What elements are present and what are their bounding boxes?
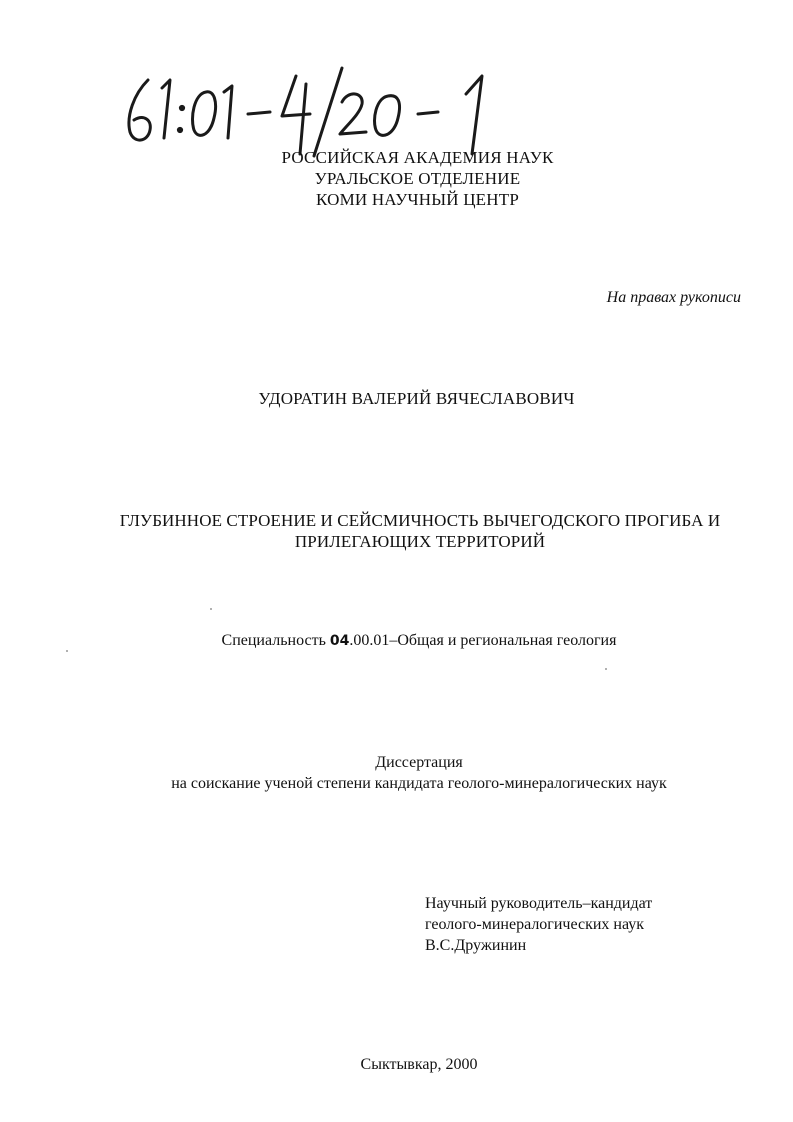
handwritten-archive-code-drawing [110, 58, 530, 158]
dissertation-title-line-2: ПРИЛЕГАЮЩИХ ТЕРРИТОРИЙ [294, 532, 546, 551]
organization-line-branch: УРАЛЬСКОЕ ОТДЕЛЕНИЕ [314, 169, 521, 188]
organization-line-academy: РОССИЙСКАЯ АКАДЕМИЯ НАУК [281, 148, 554, 167]
supervisor-role: Научный руководитель–кандидат [425, 895, 653, 912]
supervisor-name: В.С.Дружинин [425, 937, 527, 954]
specialty-code-bold: 04 [329, 633, 350, 649]
dissertation-label: Диссертация [375, 754, 463, 771]
dissertation-title-line-1: ГЛУБИННОЕ СТРОЕНИЕ И СЕЙСМИЧНОСТЬ ВЫЧЕГОДСКОГО ПРОГИБА И [119, 511, 721, 530]
dissertation-degree-block [0, 752, 793, 794]
handwritten-archive-code [110, 58, 530, 158]
specialty-prefix: Специальность [221, 632, 330, 649]
supervisor-degree: геолого-минералогических наук [425, 916, 645, 933]
place-and-year: Сыктывкар, 2000 [360, 1056, 478, 1073]
degree-description: на соискание ученой степени кандидата геолого-минералогических наук [171, 775, 667, 792]
specialty-line [0, 632, 793, 650]
supervisor-block [425, 893, 652, 956]
scan-speck [66, 650, 68, 652]
organization-line-center: КОМИ НАУЧНЫЙ ЦЕНТР [316, 190, 519, 209]
specialty-name: –Общая и региональная геология [389, 632, 617, 649]
specialty-code-rest: .00.01 [349, 632, 390, 649]
scan-speck [210, 608, 212, 610]
rights-note: На правах рукописи [606, 289, 741, 306]
scan-speck [605, 668, 607, 670]
organization-block [0, 147, 793, 210]
dissertation-title [90, 510, 750, 552]
author-name: УДОРАТИН ВАЛЕРИЙ ВЯЧЕСЛАВОВИЧ [258, 389, 575, 408]
